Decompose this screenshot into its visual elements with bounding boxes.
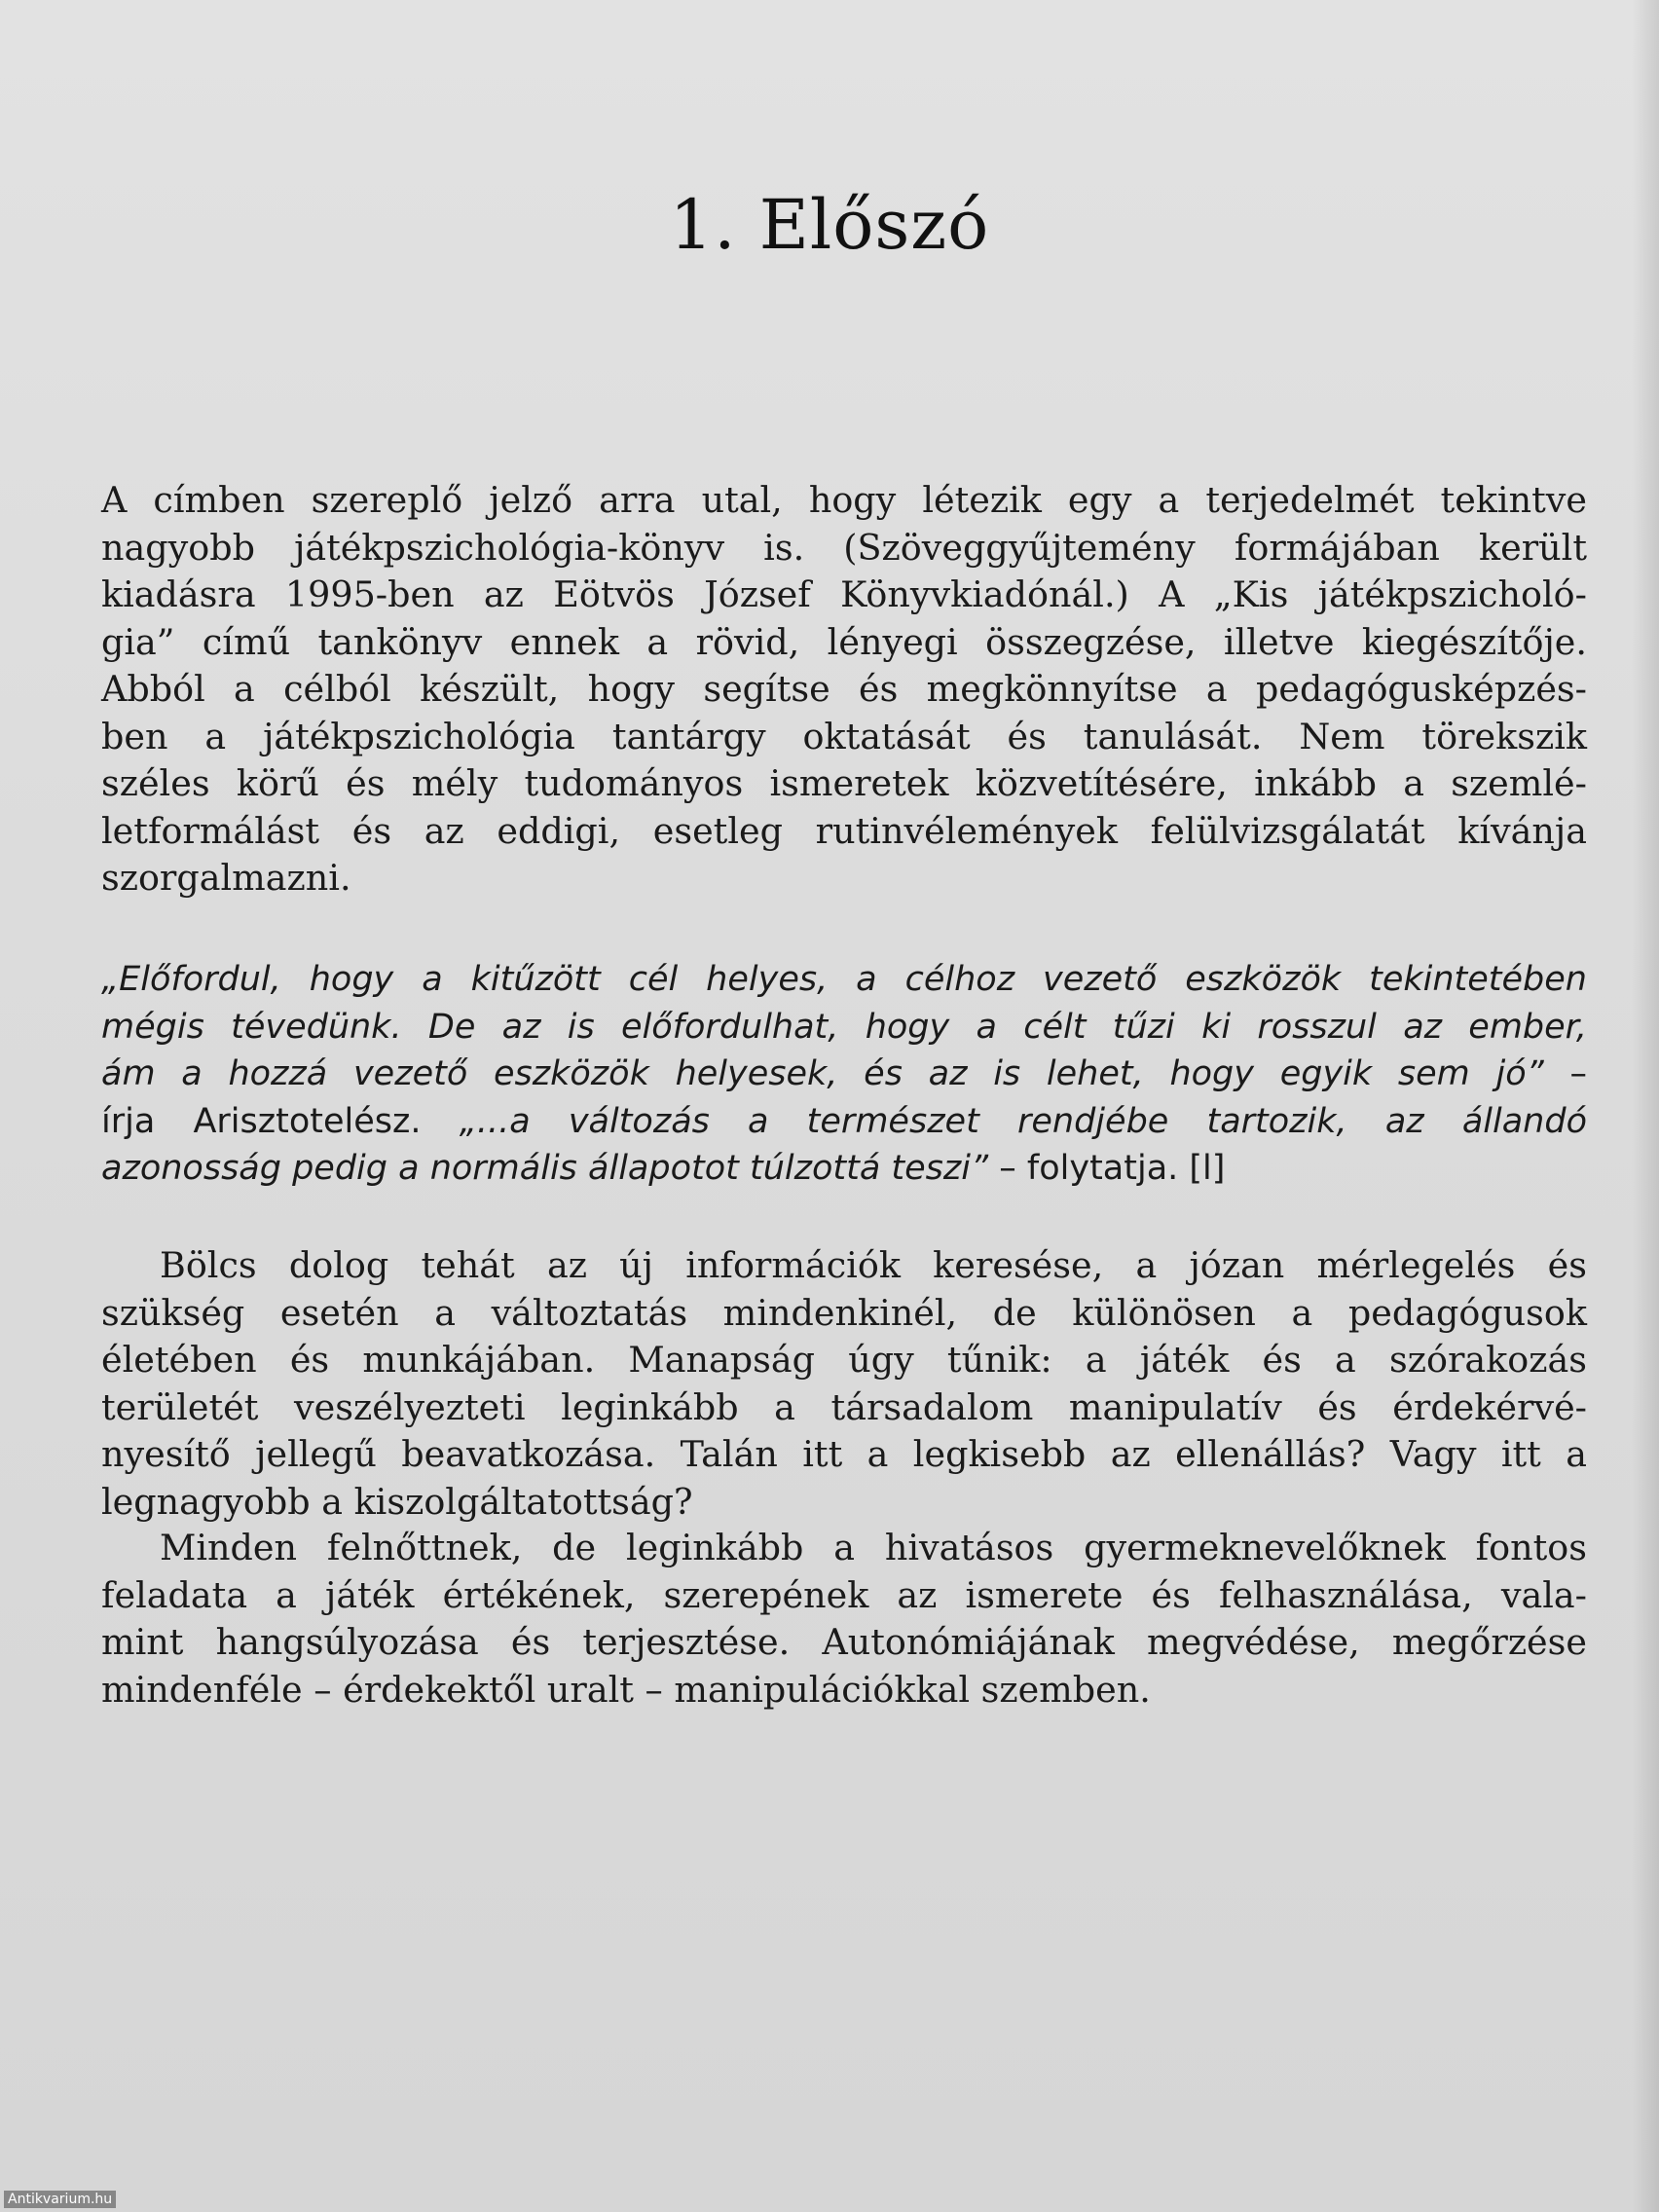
quote-text: „Előfordul, hogy a kitűzött cél helyes, a célhoz vezető eszközök tekintetében [101, 960, 1587, 999]
chapter-title: 1. Előszó [669, 185, 990, 265]
text-line: Bölcs dolog tehát az új információk keresése, a józan mérlegelés és [160, 1244, 1587, 1286]
text-line: A címben szereplő jelző arra utal, hogy létezik egy a terjedelmét tekintve [101, 479, 1587, 521]
text-line: gia” című tankönyv ennek a rövid, lényegi összegzése, illetve kiegészítője. [101, 620, 1587, 663]
text-line: letformálást és az eddigi, esetleg rutinvélemények felülvizsgálatát kívánja [101, 809, 1587, 852]
quote-text: „...a változás a természet rendjébe tartozik, az állandó [459, 1101, 1587, 1141]
text-line: mint hangsúlyozása és terjesztése. Autonómiájának megvédése, megőrzése [101, 1621, 1587, 1663]
quote-line [101, 956, 1587, 1004]
text-line: nyesítő jellegű beavatkozása. Talán itt a legkisebb az ellenállás? Vagy itt a [101, 1433, 1587, 1475]
quote-line [101, 1145, 1587, 1193]
text-line: legnagyobb a kiszolgáltatottság? [101, 1480, 693, 1523]
text-line: Minden felnőttnek, de leginkább a hivatásos gyermeknevelőknek fontos [160, 1527, 1587, 1568]
text-line: feladata a játék értékének, szerepének az ismerete és felhasználása, vala- [101, 1573, 1587, 1616]
text-line: szükség esetén a változtatás mindenkinél, de különösen a pedagógusok [101, 1291, 1587, 1334]
quote-continuation: – folytatja. [l] [988, 1149, 1226, 1188]
paragraph-intro [101, 477, 1587, 903]
text-line: életében és munkájában. Manapság úgy tűnik: a játék és a szórakozás [101, 1339, 1587, 1381]
source-watermark: Antikvarium.hu [4, 2191, 116, 2208]
text-line: nagyobb játékpszichológia-könyv is. (Szöveggyűjtemény formájában került [101, 526, 1587, 569]
paragraph-third [101, 1525, 1587, 1714]
paragraph-second [101, 1242, 1587, 1526]
text-line: területét veszélyezteti leginkább a társadalom manipulatív és érdekérvé- [101, 1385, 1587, 1428]
aristotle-quote [101, 956, 1587, 1193]
text-line: ben a játékpszichológia tantárgy oktatását és tanulását. Nem törekszik [101, 715, 1587, 757]
quote-text: ám a hozzá vezető eszközök helyesek, és az is lehet, hogy egyik sem jó” [101, 1054, 1544, 1093]
page-edge-shadow [1632, 0, 1659, 2212]
text-line: mindenféle – érdekektől uralt – manipulációkkal szemben. [101, 1668, 1151, 1711]
text-line: szorgalmazni. [101, 857, 351, 899]
text-line: széles körű és mély tudományos ismeretek közvetítésére, inkább a szemlé- [101, 762, 1587, 804]
quote-text: mégis tévedünk. De az is előfordulhat, hogy a célt tűzi ki rosszul az ember, [101, 1007, 1587, 1047]
quote-text: azonosság pedig a normális állapotot túlzottá teszi” [101, 1149, 989, 1188]
quote-attribution: írja Arisztotelész. [101, 1101, 460, 1141]
text-line: kiadásra 1995-ben az Eötvös József Könyvkiadónál.) A „Kis játékpszicholó- [101, 573, 1587, 615]
text-line: Abból a célból készült, hogy segítse és megkönnyítse a pedagógusképzés- [101, 668, 1587, 710]
quote-dash: – [1543, 1054, 1587, 1093]
quote-line [101, 1051, 1587, 1098]
quote-line [101, 1098, 1587, 1146]
quote-line [101, 1004, 1587, 1051]
